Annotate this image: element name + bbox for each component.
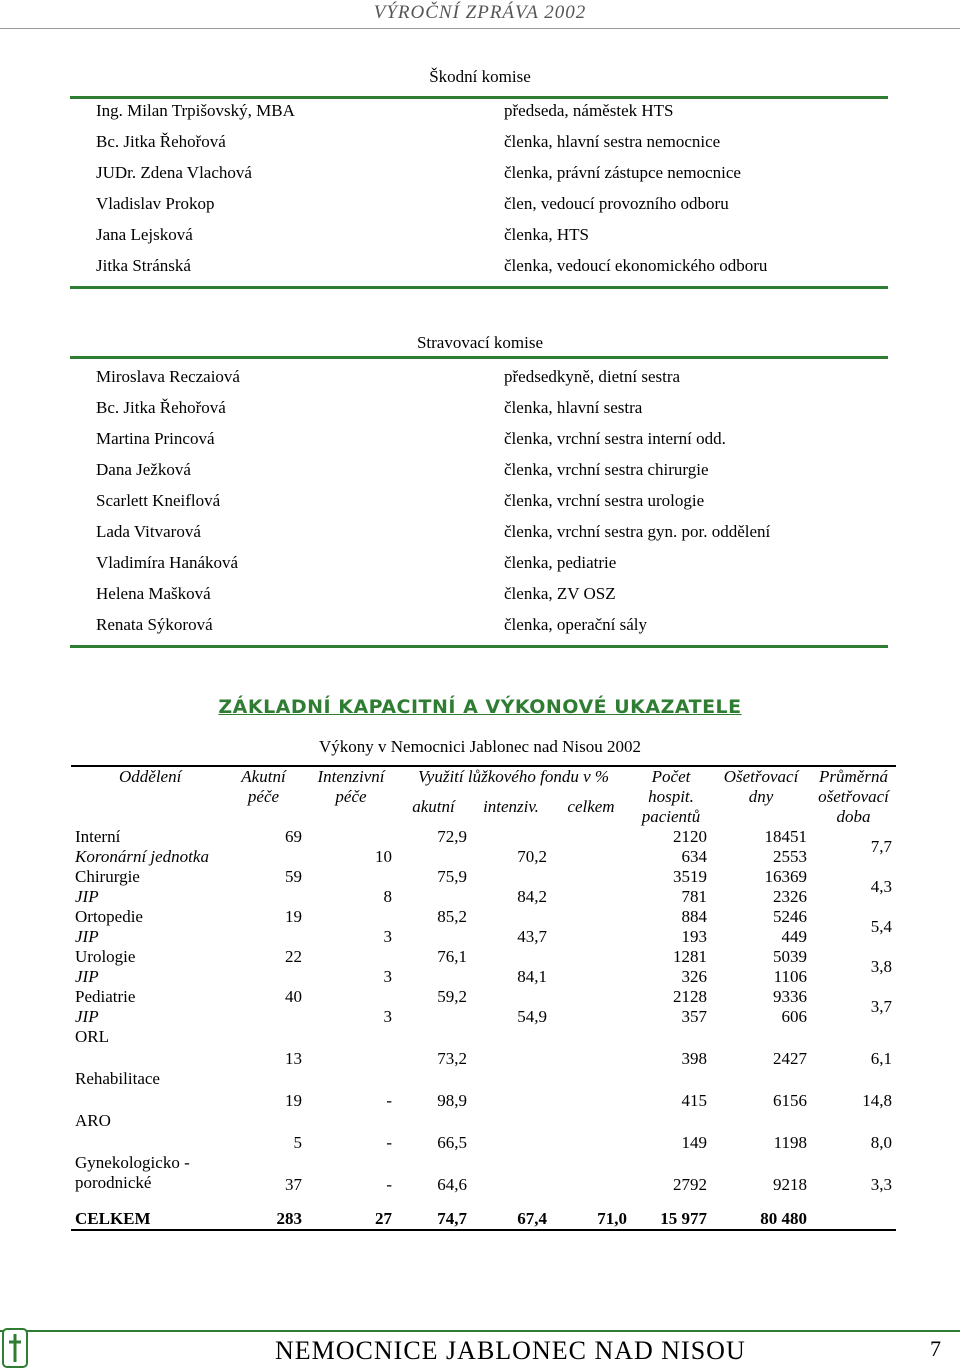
- table-cell: 884: [681, 907, 707, 926]
- table-cell: 3519: [673, 867, 707, 886]
- ukazatele-heading: ZÁKLADNÍ KAPACITNÍ A VÝKONOVÉ UKAZATELE: [218, 696, 742, 718]
- stravovaci-bottom-rule: [70, 645, 888, 648]
- table-cell: 98,9: [437, 1091, 467, 1110]
- table-cell: 40: [285, 987, 302, 1006]
- report-header-title: VÝROČNÍ ZPRÁVA 2002: [373, 2, 587, 23]
- table-cell: [306, 987, 396, 1007]
- table-cell: [471, 867, 551, 887]
- table-cell: [306, 827, 396, 847]
- table-row: [71, 967, 896, 987]
- table-cell: 59: [285, 867, 302, 886]
- avg-stay-value: 4,3: [870, 877, 892, 896]
- table-cell: 634: [681, 847, 707, 866]
- table-cell: 43,7: [517, 927, 547, 946]
- total-label: CELKEM: [71, 1195, 221, 1230]
- total-cell: 27: [306, 1195, 396, 1230]
- table-cell: [471, 907, 551, 927]
- avg-stay-value: 3,8: [870, 957, 892, 976]
- table-cell: [551, 1153, 631, 1195]
- member-role: členka, právní zástupce nemocnice: [504, 163, 741, 182]
- performance-table: [71, 765, 896, 1231]
- member-name: Helena Mašková: [96, 584, 211, 603]
- table-cell: [551, 1069, 631, 1111]
- col-intenzivni: Intenzivní péče: [317, 767, 385, 806]
- member-role: člen, vedoucí provozního odboru: [504, 194, 729, 213]
- table-cell: 73,2: [437, 1049, 467, 1068]
- member-role: předsedkyně, dietní sestra: [504, 367, 681, 386]
- member-role: členka, operační sály: [504, 615, 648, 634]
- member-name: Lada Vitvarová: [96, 522, 201, 541]
- table-cell: 69: [285, 827, 302, 846]
- table-cell: 54,9: [517, 1007, 547, 1026]
- table-cell: [306, 1027, 396, 1069]
- total-cell: 67,4: [471, 1195, 551, 1230]
- stravovaci-komise-title: Stravovací komise: [416, 333, 544, 352]
- table-cell: [551, 867, 631, 887]
- table-row: [71, 1027, 896, 1069]
- table-cell: [471, 987, 551, 1007]
- table-cell: [306, 907, 396, 927]
- table-cell: [551, 987, 631, 1007]
- table-cell: 6156: [773, 1091, 807, 1110]
- table-cell: 2128: [673, 987, 707, 1006]
- table-cell: 415: [681, 1091, 707, 1110]
- table-row: [71, 867, 896, 887]
- skodni-bottom-rule: [70, 286, 888, 289]
- table-cell: -: [386, 1133, 392, 1152]
- department-name: Pediatrie: [75, 987, 136, 1006]
- member-role: členka, vrchní sestra gyn. por. oddělení: [504, 522, 771, 541]
- table-cell: 70,2: [517, 847, 547, 866]
- member-role: členka, vrchní sestra urologie: [504, 491, 705, 510]
- skodni-komise-title: Škodní komise: [429, 67, 531, 86]
- table-cell: 193: [681, 927, 707, 946]
- member-role: členka, vrchní sestra interní odd.: [504, 429, 726, 448]
- table-cell: [551, 927, 631, 947]
- member-name: Dana Ježková: [96, 460, 191, 479]
- table-row: [71, 827, 896, 847]
- table-cell: 3: [383, 967, 392, 986]
- table-cell: 9218: [773, 1175, 807, 1194]
- table-cell: 326: [681, 967, 707, 986]
- table-cell: [396, 887, 471, 907]
- table-cell: 5039: [773, 947, 807, 966]
- table-cell: [396, 1007, 471, 1027]
- member-role: členka, vrchní sestra chirurgie: [504, 460, 709, 479]
- table-cell: [551, 1027, 631, 1069]
- table-cell: 1198: [773, 1133, 807, 1152]
- table-cell: [551, 1007, 631, 1027]
- total-cell: 74,7: [396, 1195, 471, 1230]
- table-cell: 85,2: [437, 907, 467, 926]
- table-row: [71, 1111, 896, 1153]
- table-cell: 449: [781, 927, 807, 946]
- table-cell: [471, 1027, 551, 1069]
- department-name: ARO: [75, 1111, 111, 1130]
- table-cell: [396, 847, 471, 867]
- total-row: [71, 1195, 896, 1230]
- table-cell: [221, 927, 306, 947]
- member-role: předseda, náměstek HTS: [504, 101, 674, 120]
- table-cell: 16369: [764, 867, 807, 886]
- table-cell: 2792: [673, 1175, 707, 1194]
- department-name: Gynekologicko - porodnické: [75, 1153, 190, 1192]
- table-cell: 8: [383, 887, 392, 906]
- member-name: JUDr. Zdena Vlachová: [96, 163, 252, 182]
- col-akutni: Akutní péče: [241, 767, 286, 806]
- table-cell: 3: [383, 927, 392, 946]
- department-name: Urologie: [75, 947, 136, 966]
- col-vyuziti: Využití lůžkového fondu v %: [417, 767, 610, 786]
- department-sub-name: JIP: [75, 927, 99, 946]
- table-cell: [551, 887, 631, 907]
- table-cell: [306, 947, 396, 967]
- table-cell: 84,2: [517, 887, 547, 906]
- table-cell: 5: [293, 1133, 302, 1152]
- table-cell: 2120: [673, 827, 707, 846]
- table-cell: [471, 947, 551, 967]
- total-cell: 80 480: [711, 1195, 811, 1230]
- footer-hospital-name: NEMOCNICE JABLONEC NAD NISOU: [275, 1336, 746, 1365]
- table-cell: 13: [285, 1049, 302, 1068]
- table-cell: [551, 947, 631, 967]
- member-role: členka, vedoucí ekonomického odboru: [504, 256, 768, 275]
- avg-stay-value: 3,7: [870, 997, 892, 1016]
- table-cell: [551, 967, 631, 987]
- table-cell: [551, 847, 631, 867]
- member-name: Vladimíra Hanáková: [96, 553, 239, 572]
- header-divider: [0, 28, 960, 29]
- table-cell: 5246: [773, 907, 807, 926]
- table-cell: 75,9: [437, 867, 467, 886]
- table-row: [71, 947, 896, 967]
- table-cell: 1281: [673, 947, 707, 966]
- col-prumerna: Průměrná ošetřovací doba: [818, 767, 889, 826]
- table-cell: [221, 847, 306, 867]
- avg-stay-value: 5,4: [870, 917, 892, 936]
- table-cell: -: [386, 1091, 392, 1110]
- table-row: [71, 1069, 896, 1111]
- department-sub-name: Koronární jednotka: [75, 847, 209, 866]
- table-row: [71, 1007, 896, 1027]
- member-name: Jana Lejsková: [96, 225, 193, 244]
- footer-divider: [0, 1330, 960, 1332]
- table-cell: [471, 1153, 551, 1195]
- col-vyuziti-celkem: celkem: [567, 797, 615, 817]
- col-vyuziti-akutni: akutní: [412, 797, 455, 817]
- member-name: Scarlett Kneiflová: [96, 491, 221, 510]
- table-cell: 72,9: [437, 827, 467, 846]
- table-cell: 84,1: [517, 967, 547, 986]
- member-name: Bc. Jitka Řehořová: [96, 132, 226, 151]
- col-oddeleni: Oddělení: [119, 767, 182, 786]
- table-cell: 2326: [773, 887, 807, 906]
- table-row: [71, 907, 896, 927]
- table-cell: 14,8: [862, 1091, 892, 1110]
- total-cell: 71,0: [551, 1195, 631, 1230]
- table-cell: 781: [681, 887, 707, 906]
- table-cell: 19: [285, 1091, 302, 1110]
- table-cell: 10: [375, 847, 392, 866]
- table-row: [71, 927, 896, 947]
- table-row: [71, 847, 896, 867]
- member-name: Jitka Stránská: [96, 256, 191, 275]
- table-cell: 9336: [773, 987, 807, 1006]
- member-role: členka, hlavní sestra nemocnice: [504, 132, 721, 151]
- table-cell: 2553: [773, 847, 807, 866]
- member-role: členka, ZV OSZ: [504, 584, 616, 603]
- hospital-logo-icon: [2, 1328, 28, 1368]
- department-name: ORL: [75, 1027, 109, 1046]
- ukazatele-subtitle: Výkony v Nemocnici Jablonec nad Nisou 2002: [319, 737, 641, 756]
- member-role: členka, pediatrie: [504, 553, 617, 572]
- department-sub-name: JIP: [75, 967, 99, 986]
- table-cell: 3,3: [870, 1175, 892, 1194]
- table-cell: 1106: [773, 967, 807, 986]
- member-name: Ing. Milan Trpišovský, MBA: [96, 101, 295, 120]
- table-cell: 149: [681, 1133, 707, 1152]
- table-cell: [811, 1195, 896, 1230]
- col-pocet: Počet hospit. pacientů: [641, 767, 701, 826]
- table-cell: -: [386, 1175, 392, 1194]
- table-cell: [396, 927, 471, 947]
- table-cell: [471, 827, 551, 847]
- member-name: Miroslava Reczaiová: [96, 367, 240, 386]
- table-cell: [471, 1069, 551, 1111]
- table-cell: 6,1: [870, 1049, 892, 1068]
- department-sub-name: JIP: [75, 1007, 99, 1026]
- col-vyuziti-intenziv: intenziv.: [483, 797, 539, 817]
- page-number: 7: [930, 1336, 941, 1361]
- table-cell: 3: [383, 1007, 392, 1026]
- table-cell: 37: [285, 1175, 302, 1194]
- table-cell: [221, 967, 306, 987]
- table-cell: [306, 867, 396, 887]
- table-cell: 59,2: [437, 987, 467, 1006]
- department-sub-name: JIP: [75, 887, 99, 906]
- department-name: Interní: [75, 827, 121, 846]
- table-cell: 398: [681, 1049, 707, 1068]
- table-cell: 76,1: [437, 947, 467, 966]
- table-cell: 2427: [773, 1049, 807, 1068]
- table-cell: 19: [285, 907, 302, 926]
- table-cell: 22: [285, 947, 302, 966]
- table-cell: [471, 1111, 551, 1153]
- avg-stay-value: 7,7: [870, 837, 892, 856]
- total-cell: 15 977: [631, 1195, 711, 1230]
- department-name: Rehabilitace: [75, 1069, 160, 1088]
- table-cell: 64,6: [437, 1175, 467, 1194]
- table-cell: 66,5: [437, 1133, 467, 1152]
- table-cell: 606: [781, 1007, 807, 1026]
- table-row: [71, 887, 896, 907]
- table-cell: [551, 1111, 631, 1153]
- table-cell: [396, 967, 471, 987]
- department-name: Chirurgie: [75, 867, 140, 886]
- department-name: Ortopedie: [75, 907, 143, 926]
- table-cell: [221, 887, 306, 907]
- member-role: členka, HTS: [504, 225, 589, 244]
- member-name: Bc. Jitka Řehořová: [96, 398, 226, 417]
- member-name: Martina Princová: [96, 429, 215, 448]
- member-name: Vladislav Prokop: [96, 194, 215, 213]
- member-role: členka, hlavní sestra: [504, 398, 643, 417]
- table-cell: 357: [681, 1007, 707, 1026]
- table-cell: [551, 827, 631, 847]
- table-row: [71, 987, 896, 1007]
- table-cell: [551, 907, 631, 927]
- table-cell: 8,0: [870, 1133, 892, 1152]
- skodni-top-rule: [70, 96, 888, 99]
- table-row: [71, 1153, 896, 1195]
- stravovaci-top-rule: [70, 356, 888, 359]
- table-cell: 18451: [764, 827, 807, 846]
- col-osetrovaci-dny: Ošetřovací dny: [723, 767, 799, 806]
- table-cell: [221, 1007, 306, 1027]
- member-name: Renata Sýkorová: [96, 615, 213, 634]
- total-cell: 283: [221, 1195, 306, 1230]
